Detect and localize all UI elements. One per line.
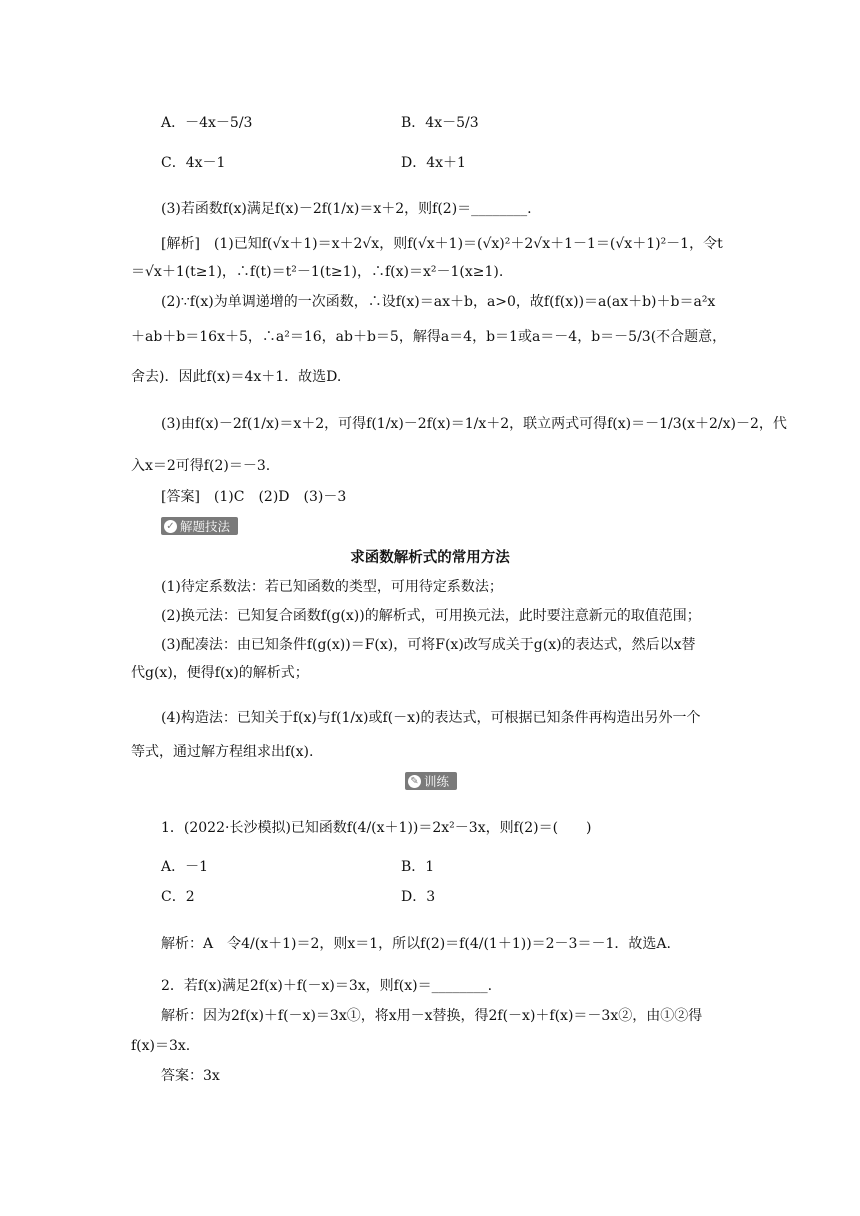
check-icon: ✓ [164,520,177,533]
text-line: 答案：3x [161,1068,220,1084]
text-line: (3)配凑法：由已知条件f(g(x))＝F(x)，可将F(x)改写成关于g(x)的表达式，然后以x替 [161,637,696,653]
text-line: (3)若函数f(x)满足f(x)－2f(1/x)＝x＋2，则f(2)＝________. [161,201,532,217]
method-badge-label: 解题技法 [180,519,231,534]
text-line: D．4x＋1 [401,155,466,171]
text-line: 2．若f(x)满足2f(x)＋f(－x)＝3x，则f(x)＝________. [161,978,493,994]
text-line: B．4x－5/3 [401,115,479,131]
text-line: 舍去)．因此f(x)＝4x＋1．故选D. [131,369,342,385]
text-line: B．1 [401,859,435,875]
text-line: [解析] (1)已知f(√x＋1)＝x＋2√x，则f(√x＋1)＝(√x)²＋2√x＋1－1＝(√x＋1)²－1，令t [161,236,723,252]
method-badge [161,517,238,535]
pencil-icon: ✎ [408,775,421,788]
practice-badge [405,772,457,790]
text-line: 解析：A 令4/(x＋1)＝2，则x＝1，所以f(2)＝f(4/(1＋1))＝2－3＝－1．故选A. [161,936,671,952]
text-line: C．4x－1 [161,155,226,171]
text-line: D．3 [401,889,436,905]
text-line: ＋ab＋b＝16x＋5，∴a²＝16，ab＋b＝5，解得a＝4，b＝1或a＝－4，b＝－5/3(不合题意， [131,329,727,345]
text-line: ＝√x＋1(t≥1)，∴f(t)＝t²－1(t≥1)，∴f(x)＝x²－1(x≥1). [131,264,504,280]
text-line: 等式，通过解方程组求出f(x). [131,744,314,760]
text-line: 解析：因为2f(x)＋f(－x)＝3x①，将x用－x替换，得2f(－x)＋f(x)＝－3x②，由①②得 [161,1008,703,1024]
text-line: (1)待定系数法：若已知函数的类型，可用待定系数法； [161,579,503,595]
method-title: 求函数解析式的常用方法 [350,550,510,566]
text-line: (3)由f(x)－2f(1/x)＝x＋2，可得f(1/x)－2f(x)＝1/x＋2，联立两式可得f(x)＝－1/3(x＋2/x)－2，代 [161,416,787,432]
text-line: 代g(x)，便得f(x)的解析式； [131,665,309,681]
practice-badge-label: 训练 [424,774,450,789]
text-line: (2)换元法：已知复合函数f(g(x))的解析式，可用换元法，此时要注意新元的取值范围； [161,608,701,624]
text-line: 入x＝2可得f(2)＝－3. [131,458,271,474]
text-line: 1．(2022·长沙模拟)已知函数f(4/(x＋1))＝2x²－3x，则f(2)＝( ) [161,820,592,836]
text-line: A．－4x－5/3 [161,115,253,131]
text-line: f(x)＝3x. [131,1038,191,1054]
text-line: C．2 [161,889,195,905]
text-line: (2)∵f(x)为单调递增的一次函数，∴设f(x)＝ax＋b，a>0，故f(f(x))＝a(ax＋b)＋b＝a²x [161,294,716,310]
text-line: (4)构造法：已知关于f(x)与f(1/x)或f(－x)的表达式，可根据已知条件再构造出另外一个 [161,710,701,726]
text-line: [答案] (1)C (2)D (3)－3 [161,489,347,505]
text-line: A．－1 [161,859,209,875]
